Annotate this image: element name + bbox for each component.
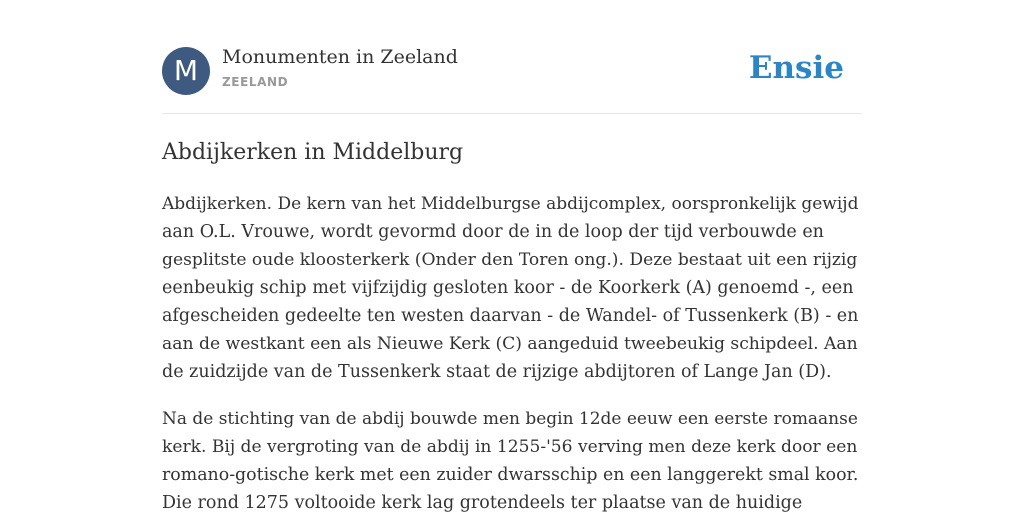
article-body (162, 190, 862, 512)
article-paragraph (162, 190, 862, 386)
paragraph-line: gesplitste oude kloosterkerk (Onder den Toren ong.). Deze bestaat uit een rijzig (162, 250, 858, 270)
paragraph-line: Na de stichting van de abdij bouwde men begin 12de eeuw een eerste romaanse (162, 409, 858, 429)
collection-subtitle: ZEELAND (222, 75, 289, 89)
paragraph-line: kerk. Bij de vergroting van de abdij in 1255-'56 verving men deze kerk door een (162, 437, 858, 457)
paragraph-line: aan de westkant een als Nieuwe Kerk (C) aangeduid tweebeukig schipdeel. Aan (162, 334, 858, 354)
paragraph-line: eenbeukig schip met vijfzijdig gesloten koor - de Koorkerk (A) genoemd -, een (162, 278, 854, 298)
collection-header (162, 46, 862, 96)
paragraph-line: afgescheiden gedeelte ten westen daarvan - de Wandel- of Tussenkerk (B) - en (162, 306, 859, 326)
paragraph-line: Abdijkerken. De kern van het Middelburgse abdijcomplex, oorspronkelijk gewijd (162, 194, 859, 214)
collection-avatar[interactable]: M (162, 47, 210, 95)
paragraph-line: Die rond 1275 voltooide kerk lag grotendeels ter plaatse van de huidige (162, 493, 803, 512)
ensie-logo-link[interactable]: Ensie (748, 50, 844, 86)
paragraph-line: de zuidzijde van de Tussenkerk staat de rijzige abdijtoren of Lange Jan (D). (162, 362, 832, 382)
paragraph-line: romano-gotische kerk met een zuider dwarsschip en een langgerekt smal koor. (162, 465, 859, 485)
article-title: Abdijkerken in Middelburg (162, 140, 464, 165)
paragraph-line: aan O.L. Vrouwe, wordt gevormd door de in de loop der tijd verbouwde en (162, 222, 824, 242)
article-paragraph (162, 405, 862, 512)
header-divider (162, 113, 862, 114)
collection-title-link[interactable]: Monumenten in Zeeland (222, 46, 458, 68)
